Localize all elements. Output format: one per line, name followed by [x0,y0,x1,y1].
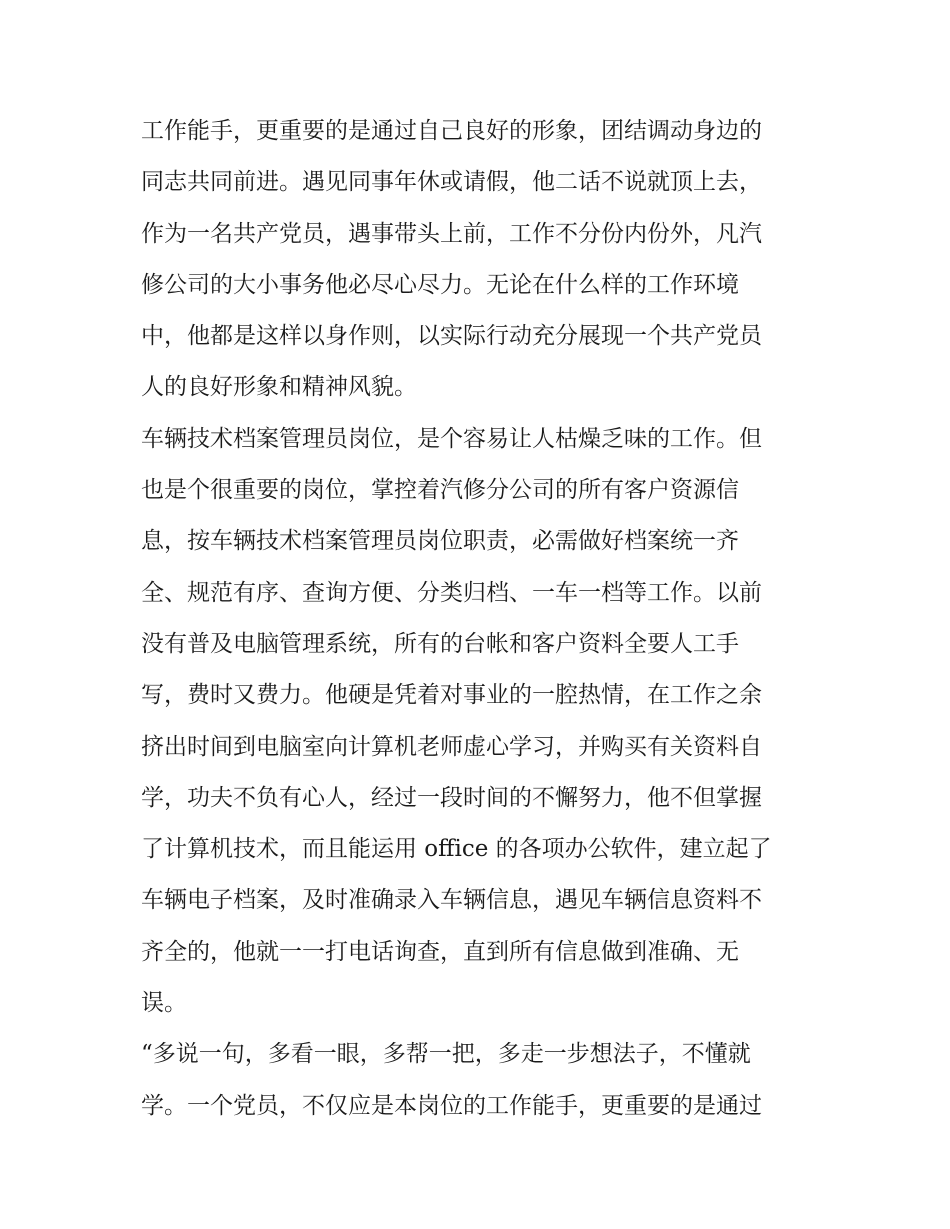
text-line: 学。一个党员，不仅应是本岗位的工作能手，更重要的是通过 [141,1092,762,1119]
document-body [141,106,821,1132]
paragraph-1 [141,106,821,414]
text-line: “多说一句，多看一眼，多帮一把，多走一步想法子，不懂就 [141,1041,751,1068]
text-line: 了计算机技术，而且能运用 office 的各项办公软件，建立起了 [141,836,772,863]
text-line: 修公司的大小事务他必尽心尽力。无论在什么样的工作环境 [141,271,739,298]
text-line: 息，按车辆技术档案管理员岗位职责，必需做好档案统一齐 [141,528,739,555]
text-line: 学，功夫不负有心人，经过一段时间的不懈努力，他不但掌握 [141,784,762,811]
text-line: 没有普及电脑管理系统，所有的台帐和客户资料全要人工手 [141,630,739,657]
text-line: 误。 [141,990,187,1017]
text-line: 也是个很重要的岗位，掌控着汽修分公司的所有客户资源信 [141,477,739,504]
text-line: 人的良好形象和精神风貌。 [141,374,417,401]
text-line: 工作能手，更重要的是通过自己良好的形象，团结调动身边的 [141,118,762,144]
text-line: 同志共同前进。遇见同事年休或请假，他二话不说就顶上去， [141,169,762,196]
text-line: 中，他都是这样以身作则，以实际行动充分展现一个共产党员 [141,323,762,350]
text-line: 作为一名共产党员，遇事带头上前，工作不分份内份外，凡汽 [141,220,762,247]
text-line: 写，费时又费力。他硬是凭着对事业的一腔热情，在工作之余 [141,682,762,709]
text-line: 齐全的，他就一一打电话询查，直到所有信息做到准确、无 [141,938,739,965]
paragraph-3 [141,1029,821,1132]
text-line: 全、规范有序、查询方便、分类归档、一车一档等工作。以前 [141,579,762,606]
text-line: 挤出时间到电脑室向计算机老师虚心学习，并购买有关资料自 [141,733,762,760]
paragraph-2 [141,414,821,1030]
text-line: 车辆技术档案管理员岗位，是个容易让人枯燥乏味的工作。但 [141,425,762,452]
text-line: 车辆电子档案，及时准确录入车辆信息，遇见车辆信息资料不 [141,887,762,914]
